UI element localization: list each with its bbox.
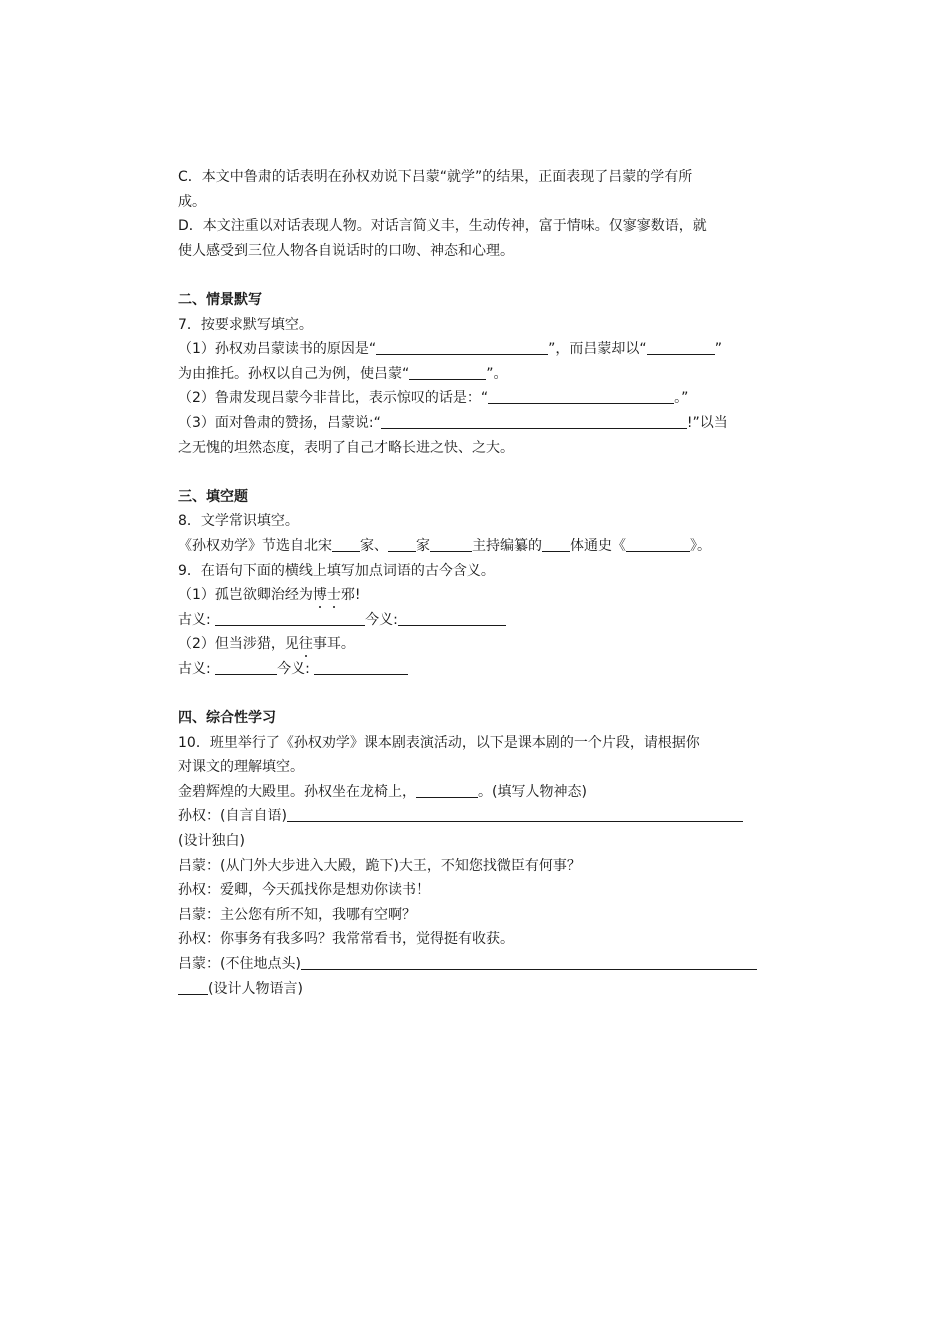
blank-q8-1[interactable] <box>332 537 360 552</box>
dialogue-sunquan-3: 孙权：你事务有我多吗？我常常看书，觉得挺有收获。 <box>178 931 514 948</box>
blank-q9-2-modern[interactable] <box>314 660 408 675</box>
worksheet-content <box>178 165 778 1001</box>
dialogue-lvmeng-2: 吕蒙：主公您有所不知，我哪有空啊？ <box>178 906 416 923</box>
blank-q7-3[interactable] <box>381 414 687 429</box>
option-c-line2: 成。 <box>178 193 206 210</box>
dotted-char-wang: 往 <box>298 636 313 653</box>
dialogue-sunquan-2: 孙权：爱卿，今天孤找你是想劝你读书！ <box>178 882 430 899</box>
blank-q7-1c[interactable] <box>409 365 486 380</box>
question-8: 8．文学常识填空。 <box>178 513 299 530</box>
blank-q10-speech-cont[interactable] <box>178 980 208 995</box>
dialogue-lvmeng-1: 吕蒙：(从门外大步进入大殿，跪下)大王，不知您找微臣有何事？ <box>178 857 581 874</box>
q8-line: 《孙权劝学》节选自北宋 家、 家 主持编纂的 体通史《 》。 <box>178 537 711 554</box>
blank-q9-1-modern[interactable] <box>398 611 506 626</box>
option-c-line1: C．本文中鲁肃的话表明在孙权劝说下吕蒙“就学”的结果，正面表现了吕蒙的学有所 <box>178 169 693 185</box>
section-4-heading: 四、综合性学习 <box>178 710 276 727</box>
dialogue-lvmeng-3: 吕蒙：(不住地点头) <box>178 952 778 977</box>
blank-q8-2[interactable] <box>388 537 416 552</box>
scene-line: 金碧辉煌的大殿里。孙权坐在龙椅上， 。(填写人物神态) <box>178 783 587 800</box>
monologue-note: (设计独白) <box>178 833 245 850</box>
q7-part3-line2: 之无愧的坦然态度，表明了自己才略长进之快、之大。 <box>178 439 514 456</box>
question-7: 7．按要求默写填空。 <box>178 316 313 333</box>
blank-q8-4[interactable] <box>542 537 570 552</box>
blank-q9-1-ancient[interactable] <box>215 611 365 626</box>
blank-q9-2-ancient[interactable] <box>215 660 277 675</box>
q9-sentence-2: （2）但当涉猎，见往事耳。 <box>178 636 355 653</box>
section-3-heading: 三、填空题 <box>178 488 248 505</box>
blank-q10-demeanor[interactable] <box>416 783 478 798</box>
blank-q10-speech[interactable] <box>301 955 757 970</box>
q7-part1-line2: 为由推托。孙权以自己为例，使吕蒙“ ”。 <box>178 365 508 382</box>
q7-part3-line1: （3）面对鲁肃的赞扬，吕蒙说:“ !”以当 <box>178 414 728 431</box>
blank-q7-1b[interactable] <box>647 340 715 355</box>
blank-q8-5[interactable] <box>626 537 690 552</box>
q9-answer-1: 古义: 今义: <box>178 608 778 633</box>
speech-note-line: (设计人物语言) <box>178 977 778 1002</box>
q9-answer-2: 古义: 今义: <box>178 657 778 682</box>
blank-q10-monologue[interactable] <box>287 807 743 822</box>
sunquan-monologue-line: 孙权：(自言自语) <box>178 804 778 829</box>
q9-sentence-1: （1）孤岂欲卿治经为博士邪! <box>178 587 361 604</box>
q7-part1-line1: （1）孙权劝吕蒙读书的原因是“ ”，而吕蒙却以“ ” <box>178 341 722 358</box>
blank-q8-3[interactable] <box>430 537 472 552</box>
question-10-line1: 10．班里举行了《孙权劝学》课本剧表演活动，以下是课本剧的一个片段，请根据你 <box>178 734 700 751</box>
option-d-line1: D．本文注重以对话表现人物。对话言简义丰，生动传神，富于情味。仅寥寥数语，就 <box>178 218 707 235</box>
blank-q7-2[interactable] <box>488 389 674 404</box>
blank-q7-1a[interactable] <box>376 340 548 355</box>
question-9: 9．在语句下面的横线上填写加点词语的古今含义。 <box>178 562 495 579</box>
dotted-char-bo: 博 <box>312 587 327 604</box>
q7-part2: （2）鲁肃发现吕蒙今非昔比，表示惊叹的话是：“ 。” <box>178 390 689 407</box>
section-2-heading: 二、情景默写 <box>178 291 262 308</box>
dotted-char-shi: 士 <box>326 587 341 604</box>
question-10-line2: 对课文的理解填空。 <box>178 759 304 776</box>
option-d-line2: 使人感受到三位人物各自说话时的口吻、神态和心理。 <box>178 242 514 259</box>
